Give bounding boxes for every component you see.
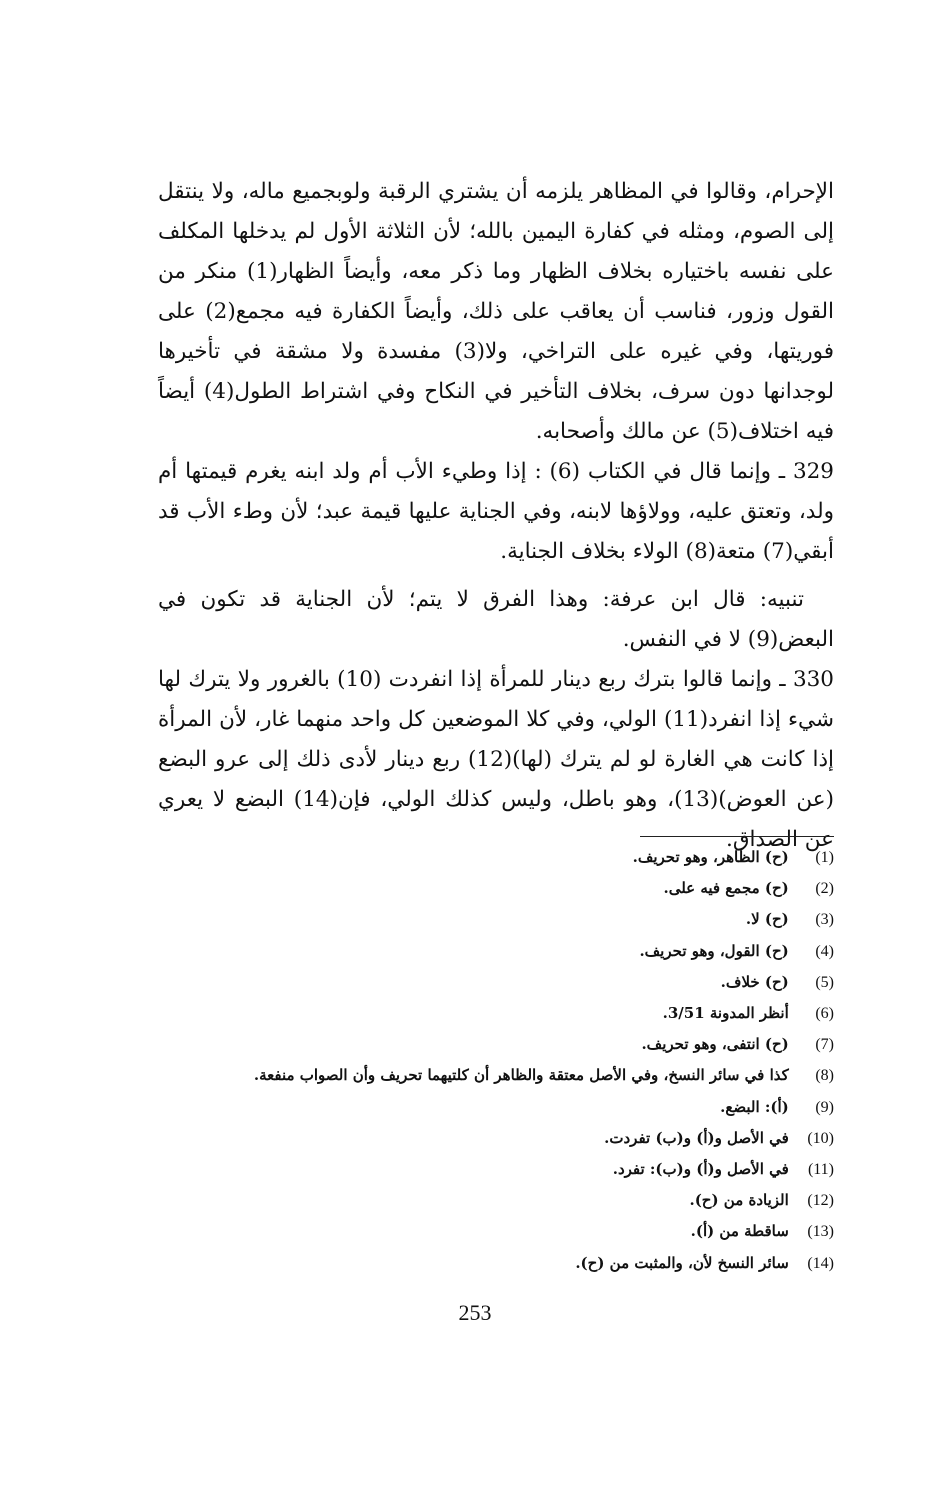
paragraph-note: تنبيه: قال ابن عرفة: وهذا الفرق لا يتم؛ لأن الجناية قد تكون في البعض(9) لا في النفس. [158,587,834,652]
footnote-item [158,904,834,935]
footnote-text: (ح) الظاهر، وهو تحريف. [632,848,789,866]
footnote-number: (7) [815,1036,834,1054]
footnote-number: (13) [807,1223,834,1241]
footnote-text: (ح) انتفى، وهو تحريف. [641,1035,789,1054]
footnote-number: (8) [815,1067,834,1085]
footnote-item [158,842,834,873]
footnote-item [158,1123,834,1154]
footnote-item [158,1154,834,1185]
footnote-text: ساقطة من (أ). [690,1222,789,1241]
footnote-text: كذا في سائر النسخ، وفي الأصل معتقة والظاهر أن كلتيهما تحريف وأن الصواب منفعة. [253,1066,789,1085]
footnote-item [158,1060,834,1091]
footnote-number: (4) [815,942,834,960]
footnote-item [158,967,834,998]
footnote-text: (أ): البضع. [720,1097,789,1116]
footnote-number: (9) [815,1098,834,1116]
footnote-item [158,1029,834,1060]
footnote-item [158,1092,834,1123]
footnote-text: أنظر المدونة 3/51. [662,1004,789,1023]
paragraph-330: 330 ـ وإنما قالوا بترك ربع دينار للمرأة إذا انفردت (10) بالغرور ولا يترك لها شيء إذا انفرد(11) الولي، وفي كلا الموضعين كل واحد منهما غار، لأن المرأة إذا كانت هي الغارة لو لم يترك (لها)(12) ربع دينار لأدى ذلك إلى عرو البضع (عن العوض)(13)، وهو باطل، وليس كذلك الولي، فإن(14) البضع لا يعري عن الصداق. [158,667,834,852]
footnote-number: (1) [815,849,834,866]
paragraph-1: الإحرام، وقالوا في المظاهر يلزمه أن يشتري الرقبة ولوبجميع ماله، ولا ينتقل إلى الصوم، ومثله في كفارة اليمين بالله؛ لأن الثلاثة الأول لم يدخلها المكلف على نفسه باختياره بخلاف الظهار وما ذكر معه، وأيضاً الظهار(1) منكر من القول وزور، فناسب أن يعاقب على ذلك، وأيضاً الكفارة فيه مجمع(2) على فوريتها، وفي غيره على التراخي، ولا(3) مفسدة ولا مشقة في تأخيرها لوجدانها دون سرف، بخلاف التأخير في النكاح وفي اشتراط الطول(4) أيضاً فيه اختلاف(5) عن مالك وأصحابه. [158,179,834,444]
footnotes [158,842,834,1279]
footnote-number: (2) [815,880,834,898]
footnote-text: (ح) لا. [745,910,789,929]
main-text [158,172,834,860]
footnote-item [158,1185,834,1216]
page-number: 253 [458,1300,492,1325]
footnote-item [158,873,834,904]
footnote-item [158,1216,834,1247]
footnote-number: (5) [815,973,834,991]
footnote-number: (12) [807,1192,834,1210]
footnote-text: في الأصل و(أ) و(ب) تفردت. [604,1128,789,1147]
footnote-item [158,998,834,1029]
footnote-number: (3) [815,911,834,929]
footnote-number: (14) [807,1254,834,1272]
footnote-text: سائر النسخ لأن، والمثبت من (ح). [575,1253,789,1272]
paragraph-329: 329 ـ وإنما قال في الكتاب (6) : إذا وطيء الأب أم ولد ابنه يغرم قيمتها أم ولد، وتعتق عليه، وولاؤها لابنه، وفي الجناية عليها قيمة عبد؛ لأن وطء الأب قد أبقي(7) متعة(8) الولاء بخلاف الجناية. [158,459,834,564]
footnote-text: (ح) القول، وهو تحريف. [639,941,789,960]
footnote-text: الزيادة من (ح). [689,1191,789,1210]
footnote-item [158,936,834,967]
footnote-divider [640,836,834,837]
footnote-number: (11) [807,1161,834,1179]
footnote-text: (ح) خلاف. [720,972,789,991]
footnote-item [158,1248,834,1279]
footnote-text: (ح) مجمع فيه على. [663,879,789,898]
footnote-text: في الأصل و(أ) و(ب): تفرد. [612,1160,789,1179]
footnote-number: (10) [807,1129,834,1147]
footnote-number: (6) [815,1005,834,1023]
